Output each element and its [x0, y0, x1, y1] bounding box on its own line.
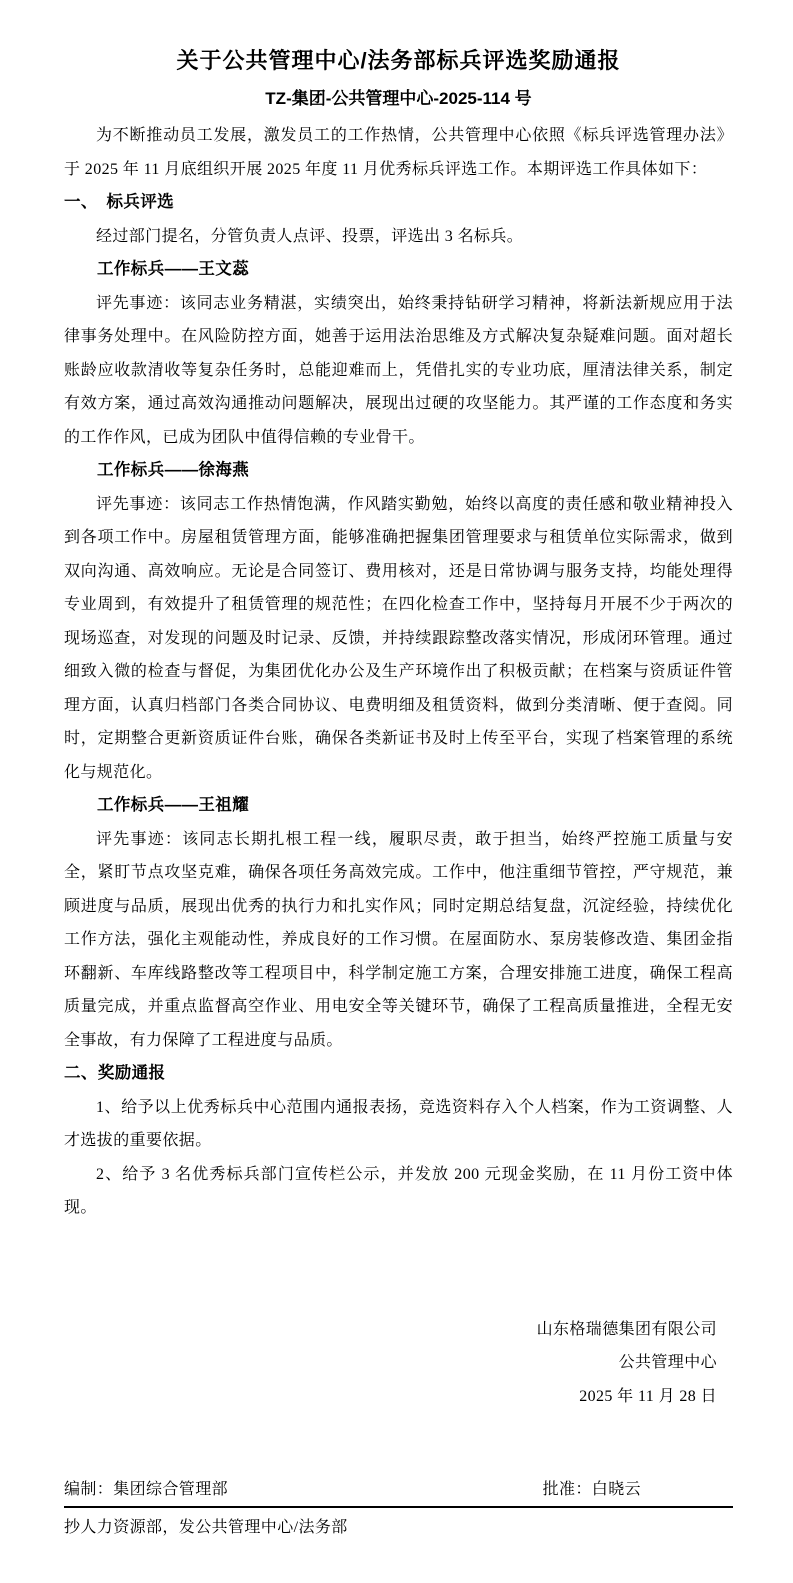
- footer-credits-row: [64, 1479, 733, 1508]
- winner-heading-xuhaiyan: 工作标兵——徐海燕: [97, 461, 250, 479]
- section2-heading: 二、奖励通报: [64, 1064, 166, 1082]
- winner-deeds-wangzuyao: 评先事迹：该同志长期扎根工程一线，履职尽责，敢于担当，始终严控施工质量与安全，紧盯节点攻坚克难，确保各项任务高效完成。工作中，他注重细节管控，严守规范，兼顾进度与品质，展现出优秀的执行力和扎实作风；同时定期总结复盘，沉淀经验，持续优化工作方法，强化主观能动性，养成良好的工作习惯。在屋面防水、泵房装修改造、集团金指环翻新、车库线路整改等工程项目中，科学制定施工方案，合理安排施工进度，确保工程高质量完成，并重点监督高空作业、用电安全等关键环节，确保了工程高质量推进，全程无安全事故，有力保障了工程进度与品质。: [64, 830, 733, 1049]
- winner-heading-wangwenrui: 工作标兵——王文蕊: [97, 260, 250, 278]
- winner-deeds-wangwenrui: 评先事迹：该同志业务精湛，实绩突出，始终秉持钻研学习精神，将新法新规应用于法律事务处理中。在风险防控方面，她善于运用法治思维及方式解决复杂疑难问题。面对超长账龄应收款清收等复杂任务时，总能迎难而上，凭借扎实的专业功底，厘清法律关系，制定有效方案，通过高效沟通推动问题解决，展现出过硬的攻坚能力。其严谨的工作态度和务实的工作作风，已成为团队中值得信赖的专业骨干。: [64, 294, 733, 446]
- footer-prepared-by: 编制：集团综合管理部: [64, 1481, 229, 1498]
- signature-date: 2025 年 11 月 28 日: [579, 1387, 717, 1405]
- footer-approved-by: 批准：白晓云: [542, 1481, 641, 1498]
- reward-item-1: 1、给予以上优秀标兵中心范围内通报表扬，竞选资料存入个人档案，作为工资调整、人才选拔的重要依据。: [64, 1098, 733, 1149]
- winner-heading-wangzuyao: 工作标兵——王祖耀: [97, 796, 250, 814]
- signature-block: [64, 1313, 733, 1414]
- footer-cc-line: 抄人力资源部，发公共管理中心/法务部: [64, 1519, 348, 1536]
- section1-heading: 一、 标兵评选: [64, 193, 175, 211]
- document-number: TZ-集团-公共管理中心-2025-114 号: [265, 89, 532, 108]
- section1-intro-paragraph: 经过部门提名，分管负责人点评、投票，评选出 3 名标兵。: [96, 227, 524, 245]
- reward-item-2: 2、给予 3 名优秀标兵部门宣传栏公示，并发放 200 元现金奖励，在 11 月份工资中体现。: [64, 1165, 733, 1216]
- intro-paragraph: 为不断推动员工发展，激发员工的工作热情，公共管理中心依照《标兵评选管理办法》于 2025 年 11 月底组织开展 2025 年度 11 月优秀标兵评选工作。本期评选工作具体如下：: [64, 127, 733, 178]
- document-footer: [64, 1479, 733, 1539]
- winner-deeds-xuhaiyan: 评先事迹：该同志工作热情饱满，作风踏实勤勉，始终以高度的责任感和敬业精神投入到各项工作中。房屋租赁管理方面，能够准确把握集团管理要求与租赁单位实际需求，做到双向沟通、高效响应。无论是合同签订、费用核对，还是日常协调与服务支持，均能处理得专业周到，有效提升了租赁管理的规范性；在四化检查工作中，坚持每月开展不少于两次的现场巡查，对发现的问题及时记录、反馈，并持续跟踪整改落实情况，形成闭环管理。通过细致入微的检查与督促，为集团优化办公及生产环境作出了积极贡献；在档案与资质证件管理方面，认真归档部门各类合同协议、电费明细及租赁资料，做到分类清晰、便于查阅。同时，定期整合更新资质证件台账，确保各类新证书及时上传至平台，实现了档案管理的系统化与规范化。: [64, 495, 733, 781]
- signature-company: 山东格瑞德集团有限公司: [536, 1320, 717, 1338]
- signature-department: 公共管理中心: [618, 1354, 717, 1371]
- document-title: 关于公共管理中心/法务部标兵评选奖励通报: [176, 48, 621, 73]
